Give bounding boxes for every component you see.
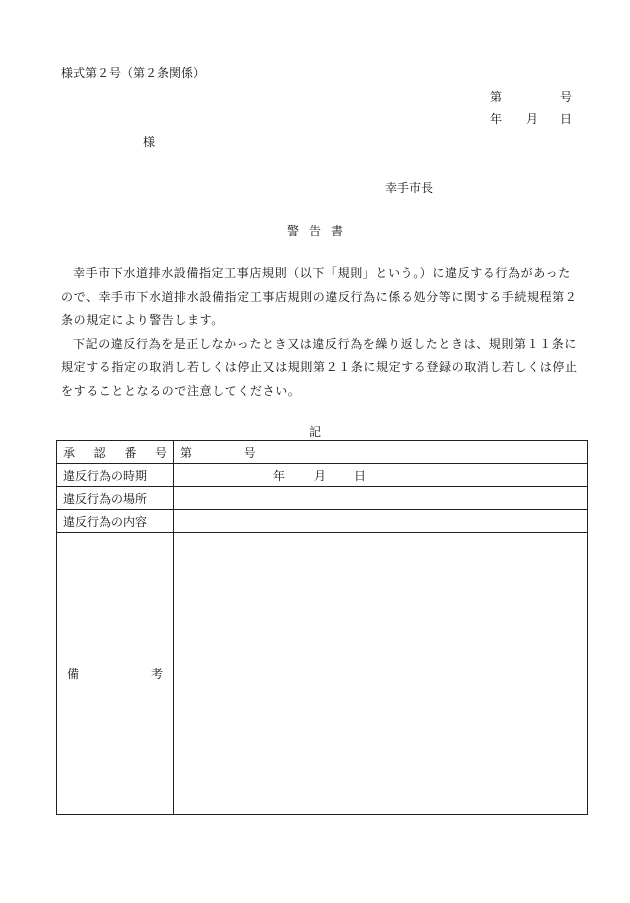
date-year: 年	[490, 112, 503, 126]
table-row-violation-content	[57, 510, 588, 533]
approval-number-label	[57, 441, 174, 464]
label-char: 番	[124, 445, 137, 460]
addressee: 様	[143, 135, 156, 149]
violation-date-year: 年	[273, 469, 286, 483]
document-title: 警告書	[286, 224, 353, 238]
document-number-prefix: 第	[490, 90, 503, 104]
document-number	[490, 88, 573, 105]
remarks-label	[57, 533, 174, 815]
body-paragraph-1: 幸手市下水道排水設備指定工事店規則（以下「規則」という。）に違反する行為があったので、幸手市下水道排水設備指定工事店規則の違反行為に係る処分等に関する手続規程第２条の規定により警告します。	[61, 266, 578, 327]
approval-number-prefix: 第	[180, 445, 193, 460]
violation-date-month: 月	[314, 469, 327, 483]
document-number-suffix: 号	[560, 90, 573, 104]
table-row-approval-number	[57, 441, 588, 464]
form-id: 様式第２号（第２条関係）	[61, 66, 206, 80]
violation-content-value[interactable]	[174, 510, 588, 533]
violation-time-value[interactable]	[174, 464, 588, 487]
table-row-violation-time	[57, 464, 588, 487]
date-day: 日	[560, 112, 573, 126]
table-row-violation-place	[57, 487, 588, 510]
violation-place-value[interactable]	[174, 487, 588, 510]
label-char: 備	[67, 667, 80, 681]
label-char: 号	[154, 445, 167, 460]
violation-time-label: 違反行為の時期	[57, 464, 174, 487]
violation-content-label: 違反行為の内容	[57, 510, 174, 533]
violation-place-label: 違反行為の場所	[57, 487, 174, 510]
label-char: 承	[63, 445, 76, 460]
date-month: 月	[526, 112, 539, 126]
body-paragraph-2: 下記の違反行為を是正しなかったとき又は違反行為を繰り返したときは、規則第１１条に規定する指定の取消し若しくは停止又は規則第２１条に規定する登録の取消し若しくは停止をすることとなるので注意してください。	[61, 336, 578, 398]
remarks-value[interactable]	[174, 533, 588, 815]
body-text	[61, 262, 581, 403]
label-char: 考	[150, 667, 163, 681]
approval-number-value[interactable]	[174, 441, 588, 464]
approval-number-suffix: 号	[243, 445, 256, 460]
issuer: 幸手市長	[385, 181, 434, 195]
table-row-remarks	[57, 533, 588, 815]
violation-date-day: 日	[354, 469, 367, 483]
record-table	[56, 440, 588, 815]
ki-label: 記	[308, 425, 321, 439]
label-char: 認	[93, 445, 106, 460]
